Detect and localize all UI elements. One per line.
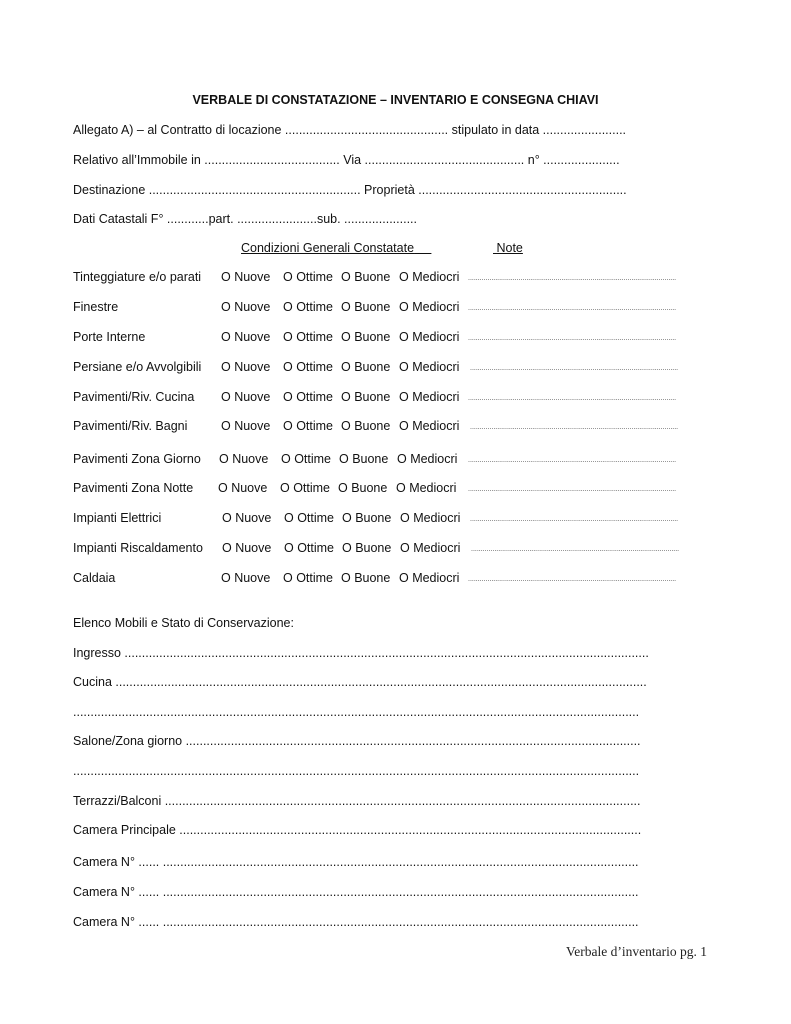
option-nuove-tinteggiature-e-o-parati[interactable]: O Nuove <box>221 270 271 284</box>
option-ottime-porte-interne[interactable]: O Ottime <box>283 330 334 344</box>
document-title: VERBALE DI CONSTATAZIONE – INVENTARIO E CONSEGNA CHIAVI <box>192 93 599 107</box>
furniture-line-camera: Camera N° ...... ......................................................................................................................................... <box>73 855 639 869</box>
option-ottime-finestre[interactable]: O Ottime <box>283 300 334 314</box>
option-nuove-pavimenti-riv-cucina[interactable]: O Nuove <box>221 390 271 404</box>
condition-row-label-impianti-riscaldamento: Impianti Riscaldamento <box>73 541 203 555</box>
option-buone-impianti-riscaldamento[interactable]: O Buone <box>342 541 392 555</box>
option-nuove-caldaia[interactable]: O Nuove <box>221 571 271 585</box>
note-field-impianti-elettrici[interactable]: ........................................................................................................... <box>470 516 679 523</box>
option-ottime-persiane-e-o-avvolgibili[interactable]: O Ottime <box>283 360 334 374</box>
header-line-contract: Allegato A) – al Contratto di locazione ............................................... stipulato in data ........................ <box>73 123 627 137</box>
option-buone-pavimenti-riv-cucina[interactable]: O Buone <box>341 390 391 404</box>
condition-row-label-caldaia: Caldaia <box>73 571 116 585</box>
option-mediocri-pavimenti-zona-notte[interactable]: O Mediocri <box>396 481 457 495</box>
note-field-finestre[interactable]: ........................................................................................................... <box>468 305 677 312</box>
option-mediocri-caldaia[interactable]: O Mediocri <box>399 571 460 585</box>
option-nuove-pavimenti-zona-notte[interactable]: O Nuove <box>218 481 268 495</box>
option-nuove-porte-interne[interactable]: O Nuove <box>221 330 271 344</box>
note-field-porte-interne[interactable]: ........................................................................................................... <box>468 335 677 342</box>
note-field-tinteggiature-e-o-parati[interactable]: ........................................................................................................... <box>468 275 677 282</box>
condition-row-label-impianti-elettrici: Impianti Elettrici <box>73 511 162 525</box>
option-buone-pavimenti-riv-bagni[interactable]: O Buone <box>341 419 391 433</box>
option-nuove-persiane-e-o-avvolgibili[interactable]: O Nuove <box>221 360 271 374</box>
furniture-line-blank: ................................................................................................................................................................... <box>73 705 640 719</box>
condition-row-label-pavimenti-zona-notte: Pavimenti Zona Notte <box>73 481 194 495</box>
option-ottime-pavimenti-zona-notte[interactable]: O Ottime <box>280 481 331 495</box>
furniture-line-camera-principale: Camera Principale ..................................................................................................................................... <box>73 823 642 837</box>
furniture-line-ingresso: Ingresso ....................................................................................................................................................... <box>73 646 649 660</box>
option-buone-porte-interne[interactable]: O Buone <box>341 330 391 344</box>
option-mediocri-pavimenti-riv-bagni[interactable]: O Mediocri <box>399 419 460 433</box>
header-line-cadastral: Dati Catastali F° ............part. .......................sub. ..................... <box>73 212 417 226</box>
option-ottime-impianti-elettrici[interactable]: O Ottime <box>284 511 335 525</box>
note-field-pavimenti-riv-bagni[interactable]: ........................................................................................................... <box>470 424 679 431</box>
option-mediocri-finestre[interactable]: O Mediocri <box>399 300 460 314</box>
column-header-conditions: Condizioni Generali Constatate <box>241 241 415 255</box>
furniture-line-salone: Salone/Zona giorno ................................................................................................................................... <box>73 734 641 748</box>
note-field-impianti-riscaldamento[interactable]: ........................................................................................................... <box>471 546 680 553</box>
condition-row-label-finestre: Finestre <box>73 300 119 314</box>
option-mediocri-porte-interne[interactable]: O Mediocri <box>399 330 460 344</box>
option-buone-pavimenti-zona-notte[interactable]: O Buone <box>338 481 388 495</box>
furniture-line-terrazzi: Terrazzi/Balconi ......................................................................................................................................... <box>73 794 641 808</box>
furniture-heading: Elenco Mobili e Stato di Conservazione: <box>73 616 294 630</box>
option-ottime-tinteggiature-e-o-parati[interactable]: O Ottime <box>283 270 334 284</box>
option-nuove-pavimenti-riv-bagni[interactable]: O Nuove <box>221 419 271 433</box>
option-buone-pavimenti-zona-giorno[interactable]: O Buone <box>339 452 389 466</box>
column-header-note: Note <box>496 241 523 255</box>
note-field-persiane-e-o-avvolgibili[interactable]: ........................................................................................................... <box>470 365 679 372</box>
header-line-destination: Destinazione ............................................................. Proprietà ............................................................ <box>73 183 627 197</box>
option-nuove-impianti-elettrici[interactable]: O Nuove <box>222 511 272 525</box>
option-ottime-impianti-riscaldamento[interactable]: O Ottime <box>284 541 335 555</box>
condition-row-label-tinteggiature-e-o-parati: Tinteggiature e/o parati <box>73 270 202 284</box>
note-field-pavimenti-zona-giorno[interactable]: ........................................................................................................... <box>468 457 677 464</box>
condition-row-label-porte-interne: Porte Interne <box>73 330 146 344</box>
option-mediocri-tinteggiature-e-o-parati[interactable]: O Mediocri <box>399 270 460 284</box>
option-ottime-caldaia[interactable]: O Ottime <box>283 571 334 585</box>
option-buone-tinteggiature-e-o-parati[interactable]: O Buone <box>341 270 391 284</box>
note-field-pavimenti-riv-cucina[interactable]: ........................................................................................................... <box>468 395 677 402</box>
option-nuove-finestre[interactable]: O Nuove <box>221 300 271 314</box>
condition-row-label-pavimenti-riv-cucina: Pavimenti/Riv. Cucina <box>73 390 195 404</box>
option-mediocri-impianti-riscaldamento[interactable]: O Mediocri <box>400 541 461 555</box>
note-field-pavimenti-zona-notte[interactable]: ........................................................................................................... <box>468 486 677 493</box>
option-ottime-pavimenti-riv-cucina[interactable]: O Ottime <box>283 390 334 404</box>
note-field-caldaia[interactable]: ........................................................................................................... <box>468 576 677 583</box>
option-buone-finestre[interactable]: O Buone <box>341 300 391 314</box>
option-mediocri-pavimenti-zona-giorno[interactable]: O Mediocri <box>397 452 458 466</box>
option-mediocri-persiane-e-o-avvolgibili[interactable]: O Mediocri <box>399 360 460 374</box>
condition-row-label-pavimenti-riv-bagni: Pavimenti/Riv. Bagni <box>73 419 188 433</box>
condition-row-label-persiane-e-o-avvolgibili: Persiane e/o Avvolgibili <box>73 360 202 374</box>
furniture-line-camera: Camera N° ...... ......................................................................................................................................... <box>73 915 639 929</box>
option-nuove-pavimenti-zona-giorno[interactable]: O Nuove <box>219 452 269 466</box>
option-mediocri-impianti-elettrici[interactable]: O Mediocri <box>400 511 461 525</box>
furniture-line-blank: ................................................................................................................................................................... <box>73 764 640 778</box>
option-buone-impianti-elettrici[interactable]: O Buone <box>342 511 392 525</box>
header-line-property: Relativo all’Immobile in ....................................... Via .............................................. n° ...................... <box>73 153 620 167</box>
option-buone-caldaia[interactable]: O Buone <box>341 571 391 585</box>
condition-row-label-pavimenti-zona-giorno: Pavimenti Zona Giorno <box>73 452 201 466</box>
option-buone-persiane-e-o-avvolgibili[interactable]: O Buone <box>341 360 391 374</box>
furniture-line-camera: Camera N° ...... ......................................................................................................................................... <box>73 885 639 899</box>
option-nuove-impianti-riscaldamento[interactable]: O Nuove <box>222 541 272 555</box>
option-ottime-pavimenti-riv-bagni[interactable]: O Ottime <box>283 419 334 433</box>
furniture-line-cucina: Cucina ......................................................................................................................................................... <box>73 675 647 689</box>
page-footer: Verbale d’inventario pg. 1 <box>566 944 707 959</box>
option-mediocri-pavimenti-riv-cucina[interactable]: O Mediocri <box>399 390 460 404</box>
option-ottime-pavimenti-zona-giorno[interactable]: O Ottime <box>281 452 332 466</box>
